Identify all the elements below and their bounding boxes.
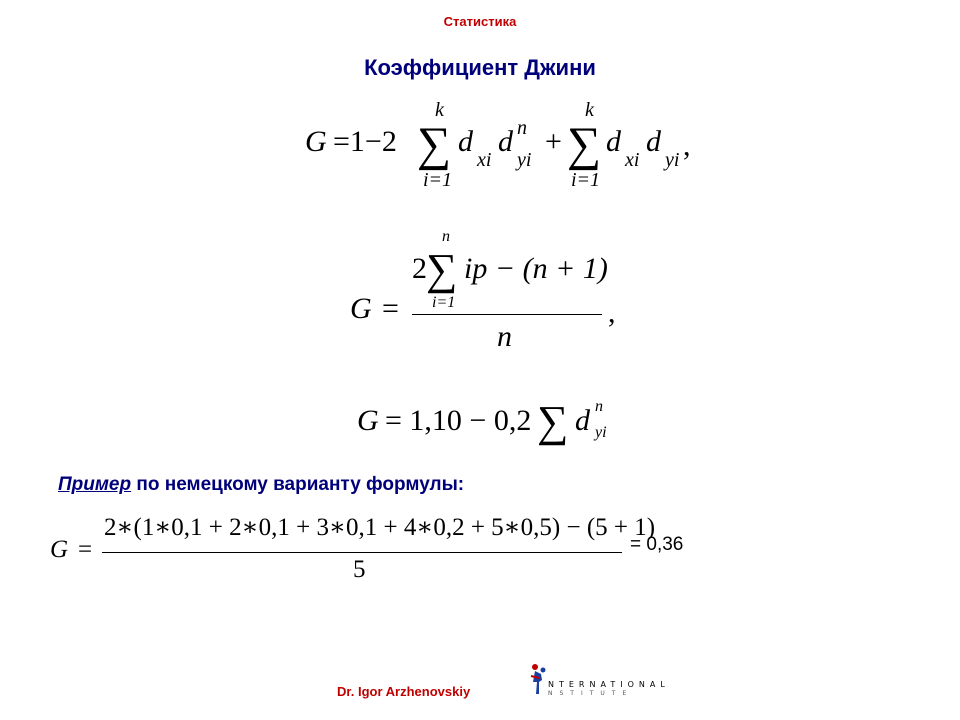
formula-gini-2 (350, 228, 650, 357)
formula2-sum-lower: i=1 (432, 294, 456, 311)
formula1-term2-d: d (606, 125, 621, 158)
formula4-lhs: G (50, 536, 69, 563)
formula2-num-rest: ip − (n + 1) (464, 252, 608, 285)
formula1-term2-d2: d (646, 125, 661, 158)
author-name: Dr. Igor Arzhenovskiy (337, 684, 471, 699)
formula-gini-1 (305, 95, 705, 195)
formula4-eq: = (78, 536, 93, 563)
formula3-sub: yi (595, 424, 607, 441)
logo-line1: NTERNATIONAL (548, 680, 670, 689)
sigma-icon: ∑ (417, 118, 452, 171)
fraction-line (102, 552, 622, 553)
formula-example (50, 510, 656, 590)
subject-header: Статистика (443, 14, 517, 29)
sigma-icon: ∑ (567, 118, 602, 171)
formula1-trailing: , (683, 129, 691, 162)
logo-line2: NSTITUTE (548, 690, 634, 697)
formula1-sum2-upper: k (585, 99, 594, 121)
formula1-term1-sub2: yi (517, 149, 532, 171)
formula3-sup: n (595, 398, 603, 415)
formula1-term1-d: d (458, 125, 473, 158)
sigma-icon: ∑ (426, 245, 458, 294)
formula1-term1-sub1: xi (477, 149, 492, 171)
formula2-sum-upper: n (442, 228, 450, 245)
example-link[interactable]: Пример (58, 474, 132, 495)
formula3-d: d (575, 404, 590, 437)
formula2-trailing: , (608, 296, 616, 329)
formula4-denominator: 5 (353, 556, 366, 583)
formula4-numerator: 2∗(1∗0,1 + 2∗0,1 + 3∗0,1 + 4∗0,2 + 5∗0,5) − (5 + 1) (104, 514, 656, 541)
formula2-eq: = (382, 292, 399, 325)
formula1-term2-sub1: xi (625, 149, 640, 171)
sigma-icon: ∑ (537, 397, 569, 446)
formula-gini-3 (357, 392, 637, 452)
formula1-sum1-upper: k (435, 99, 444, 121)
example-result: = 0,36 (630, 534, 684, 555)
formula1-sum2-lower: i=1 (571, 169, 601, 191)
formula3-rhs: = 1,10 − 0,2 (385, 404, 532, 437)
formula1-eq: =1−2 (333, 125, 397, 158)
example-text: по немецкому варианту формулы: (131, 474, 465, 495)
formula1-term2-sub2: yi (665, 149, 680, 171)
formula1-term1-d2: d (498, 125, 513, 158)
formula1-term1-sup2: n (517, 117, 527, 139)
formula1-lhs: G (305, 125, 327, 158)
formula3-lhs: G (357, 404, 379, 437)
fraction-line (412, 314, 602, 315)
formula2-den: n (497, 320, 512, 353)
example-caption (58, 474, 464, 496)
formula1-plus: + (545, 125, 562, 158)
formula1-sum1-lower: i=1 (423, 169, 453, 191)
slide-title: Коэффициент Джини (364, 55, 596, 80)
formula2-num-coef: 2 (412, 252, 427, 285)
formula2-lhs: G (350, 292, 372, 325)
